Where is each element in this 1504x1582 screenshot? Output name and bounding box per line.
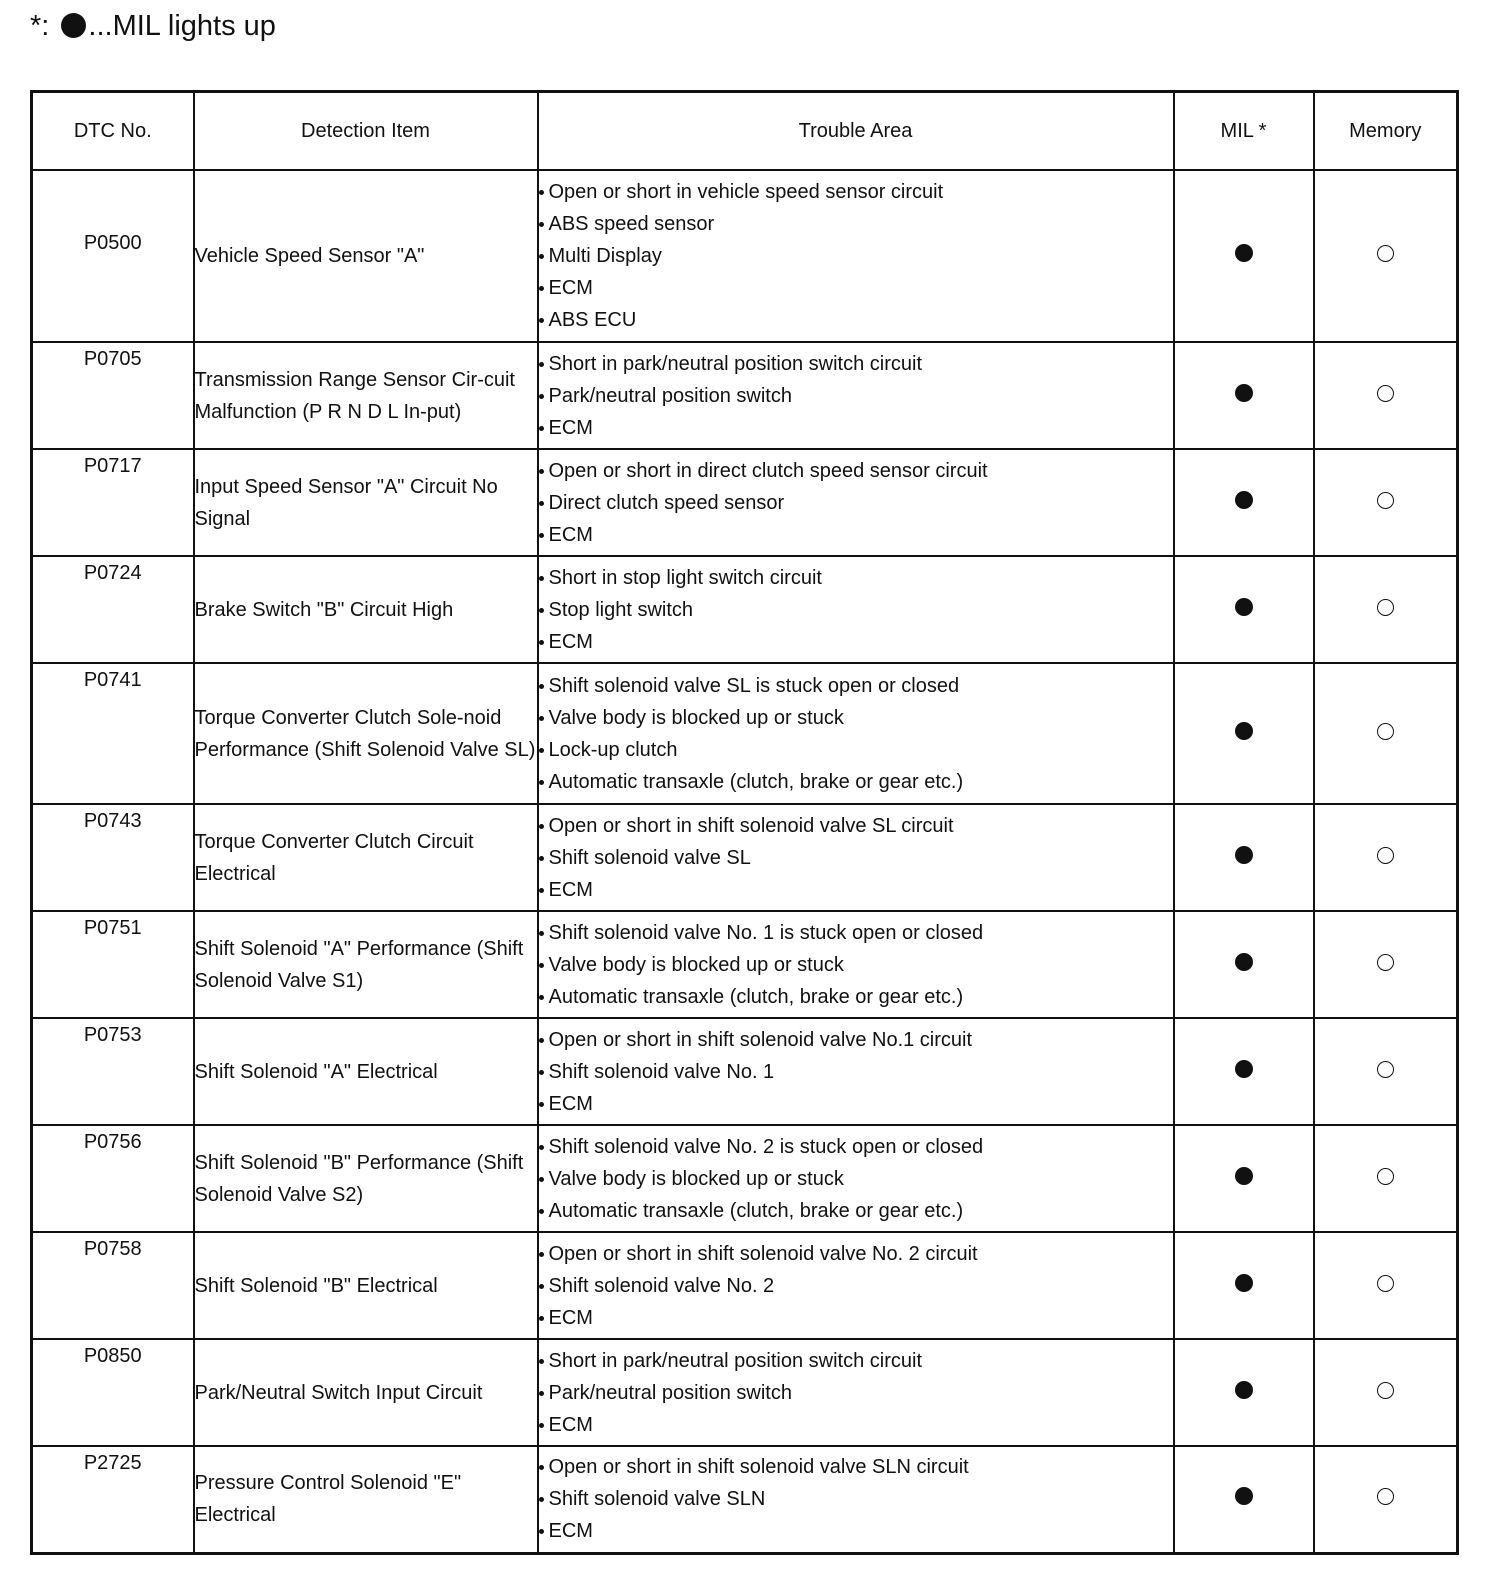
table-row — [32, 1446, 1458, 1553]
detection-item: Shift Solenoid "B" Performance (Shift Solenoid Valve S2) — [194, 1125, 538, 1232]
trouble-area-text: Shift solenoid valve No. 2 is stuck open or closed — [548, 1135, 984, 1158]
table-row — [32, 449, 1458, 556]
trouble-area-text: Shift solenoid valve No. 2 — [548, 1274, 775, 1297]
trouble-area-item — [539, 981, 1173, 1013]
open-circle-icon — [1377, 847, 1394, 864]
trouble-area-text: Automatic transaxle (clutch, brake or gear etc.) — [548, 1199, 964, 1222]
bullet-icon — [539, 1102, 544, 1107]
trouble-area-text: Short in park/neutral position switch circuit — [548, 1349, 922, 1372]
legend-text: ...MIL lights up — [88, 10, 276, 42]
trouble-area-item — [539, 1377, 1173, 1409]
trouble-area-item — [539, 455, 1173, 487]
bullet-icon — [539, 1038, 544, 1043]
legend-prefix: *: — [30, 10, 50, 42]
detection-item: Shift Solenoid "B" Electrical — [194, 1232, 538, 1339]
trouble-area-list — [539, 917, 1173, 1013]
open-circle-icon — [1377, 385, 1394, 402]
header-memory: Memory — [1314, 92, 1458, 171]
trouble-area-item — [539, 1270, 1173, 1302]
trouble-area-text: Valve body is blocked up or stuck — [548, 706, 844, 729]
bullet-icon — [539, 1359, 544, 1364]
table-row — [32, 556, 1458, 663]
filled-circle-icon — [1235, 722, 1253, 740]
trouble-area-list — [539, 810, 1173, 906]
trouble-area-text: Shift solenoid valve No. 1 is stuck open or closed — [548, 921, 984, 944]
trouble-area-item — [539, 949, 1173, 981]
mil-cell — [1174, 1125, 1314, 1232]
trouble-area-text: Park/neutral position switch — [548, 384, 792, 407]
table-row — [32, 804, 1458, 911]
trouble-area-item — [539, 810, 1173, 842]
dtc-code: P0717 — [32, 449, 194, 556]
dtc-code: P0756 — [32, 1125, 194, 1232]
trouble-area-list — [539, 455, 1173, 551]
open-circle-icon — [1377, 599, 1394, 616]
trouble-area-text: Open or short in vehicle speed sensor circuit — [548, 181, 944, 203]
trouble-area — [538, 1339, 1174, 1446]
trouble-area-item — [539, 1483, 1173, 1515]
trouble-area-item — [539, 1056, 1173, 1088]
filled-circle-icon — [61, 13, 86, 38]
trouble-area-list — [539, 348, 1173, 444]
trouble-area-item — [539, 1302, 1173, 1334]
trouble-area-list — [539, 1345, 1173, 1441]
filled-circle-icon — [1235, 953, 1253, 971]
trouble-area-text: ECM — [548, 277, 593, 299]
trouble-area-item — [539, 766, 1173, 798]
dtc-code: P0741 — [32, 663, 194, 804]
trouble-area-item — [539, 1515, 1173, 1547]
bullet-icon — [539, 931, 544, 936]
memory-cell — [1314, 1339, 1458, 1446]
trouble-area-item — [539, 412, 1173, 444]
trouble-area-text: ECM — [548, 1092, 593, 1115]
bullet-icon — [539, 1209, 544, 1214]
trouble-area-text: ECM — [548, 416, 593, 439]
detection-item: Torque Converter Clutch Sole-noid Performance (Shift Solenoid Valve SL) — [194, 663, 538, 804]
bullet-icon — [539, 362, 544, 367]
memory-cell — [1314, 663, 1458, 804]
trouble-area-item — [539, 519, 1173, 551]
trouble-area-item — [539, 208, 1173, 240]
trouble-area-text: Multi Display — [548, 245, 662, 267]
table-row — [32, 1339, 1458, 1446]
mil-cell — [1174, 1018, 1314, 1125]
dtc-table — [30, 90, 1459, 1555]
legend — [30, 8, 276, 44]
trouble-area-text: Open or short in shift solenoid valve No.1 circuit — [548, 1028, 973, 1051]
trouble-area — [538, 1018, 1174, 1125]
memory-cell — [1314, 1446, 1458, 1553]
trouble-area-item — [539, 304, 1173, 336]
mil-cell — [1174, 342, 1314, 449]
trouble-area-text: Valve body is blocked up or stuck — [548, 1167, 844, 1190]
trouble-area-text: ECM — [548, 878, 593, 901]
bullet-icon — [539, 190, 544, 195]
trouble-area-text: ECM — [548, 1306, 593, 1329]
bullet-icon — [539, 888, 544, 893]
trouble-area-item — [539, 272, 1173, 304]
memory-cell — [1314, 1125, 1458, 1232]
mil-cell — [1174, 804, 1314, 911]
trouble-area-text: Stop light switch — [548, 598, 694, 621]
header-dtc: DTC No. — [32, 92, 194, 171]
trouble-area — [538, 1446, 1174, 1553]
trouble-area-item — [539, 1195, 1173, 1227]
dtc-code: P0743 — [32, 804, 194, 911]
trouble-area-text: Shift solenoid valve SLN — [548, 1488, 766, 1511]
filled-circle-icon — [1235, 384, 1253, 402]
trouble-area-text: Open or short in shift solenoid valve SL circuit — [548, 814, 954, 837]
bullet-icon — [539, 576, 544, 581]
trouble-area-item — [539, 1238, 1173, 1270]
table-row — [32, 1125, 1458, 1232]
table-row — [32, 1232, 1458, 1339]
trouble-area — [538, 1125, 1174, 1232]
bullet-icon — [539, 222, 544, 227]
trouble-area-item — [539, 176, 1173, 208]
trouble-area — [538, 1232, 1174, 1339]
filled-circle-icon — [1235, 491, 1253, 509]
bullet-icon — [539, 286, 544, 291]
bullet-icon — [539, 780, 544, 785]
trouble-area-item — [539, 1131, 1173, 1163]
bullet-icon — [539, 1497, 544, 1502]
trouble-area-item — [539, 1163, 1173, 1195]
header-trouble: Trouble Area — [538, 92, 1174, 171]
trouble-area-list — [539, 1024, 1173, 1120]
filled-circle-icon — [1235, 1487, 1253, 1505]
header-mil: MIL * — [1174, 92, 1314, 171]
trouble-area-item — [539, 734, 1173, 766]
trouble-area-text: Shift solenoid valve SL is stuck open or closed — [548, 674, 960, 697]
trouble-area-item — [539, 1024, 1173, 1056]
bullet-icon — [539, 684, 544, 689]
trouble-area — [538, 342, 1174, 449]
bullet-icon — [539, 1529, 544, 1534]
detection-item: Pressure Control Solenoid "E" Electrical — [194, 1446, 538, 1553]
table-row — [32, 170, 1458, 342]
memory-cell — [1314, 911, 1458, 1018]
bullet-icon — [539, 1145, 544, 1150]
mil-cell — [1174, 170, 1314, 342]
trouble-area-text: Short in park/neutral position switch circuit — [548, 352, 922, 375]
trouble-area-text: ECM — [548, 1413, 593, 1436]
mil-cell — [1174, 1339, 1314, 1446]
mil-cell — [1174, 556, 1314, 663]
bullet-icon — [539, 640, 544, 645]
trouble-area-text: Open or short in direct clutch speed sensor circuit — [548, 459, 988, 482]
filled-circle-icon — [1235, 598, 1253, 616]
mil-cell — [1174, 663, 1314, 804]
trouble-area-list — [539, 562, 1173, 658]
table-row — [32, 911, 1458, 1018]
memory-cell — [1314, 556, 1458, 663]
trouble-area-item — [539, 842, 1173, 874]
memory-cell — [1314, 1018, 1458, 1125]
bullet-icon — [539, 1465, 544, 1470]
bullet-icon — [539, 394, 544, 399]
trouble-area-list — [539, 670, 1173, 798]
dtc-code: P0705 — [32, 342, 194, 449]
bullet-icon — [539, 426, 544, 431]
filled-circle-icon — [1235, 846, 1253, 864]
bullet-icon — [539, 1316, 544, 1321]
filled-circle-icon — [1235, 1381, 1253, 1399]
table-row — [32, 342, 1458, 449]
mil-cell — [1174, 911, 1314, 1018]
filled-circle-icon — [1235, 1060, 1253, 1078]
mil-cell — [1174, 1232, 1314, 1339]
dtc-code: P0850 — [32, 1339, 194, 1446]
trouble-area — [538, 170, 1174, 342]
bullet-icon — [539, 1423, 544, 1428]
bullet-icon — [539, 1177, 544, 1182]
trouble-area-item — [539, 1345, 1173, 1377]
trouble-area — [538, 804, 1174, 911]
dtc-code: P0500 — [32, 170, 194, 342]
trouble-area-item — [539, 348, 1173, 380]
bullet-icon — [539, 963, 544, 968]
bullet-icon — [539, 1284, 544, 1289]
bullet-icon — [539, 608, 544, 613]
mil-cell — [1174, 1446, 1314, 1553]
trouble-area-item — [539, 240, 1173, 272]
dtc-code: P0751 — [32, 911, 194, 1018]
bullet-icon — [539, 1391, 544, 1396]
header-detection: Detection Item — [194, 92, 538, 171]
open-circle-icon — [1377, 1275, 1394, 1292]
dtc-code: P2725 — [32, 1446, 194, 1553]
trouble-area — [538, 911, 1174, 1018]
trouble-area-text: Short in stop light switch circuit — [548, 566, 822, 589]
trouble-area-text: Shift solenoid valve No. 1 — [548, 1060, 775, 1083]
trouble-area-text: Park/neutral position switch — [548, 1381, 792, 1404]
detection-item: Transmission Range Sensor Cir-cuit Malfunction (P R N D L In-put) — [194, 342, 538, 449]
trouble-area-item — [539, 487, 1173, 519]
detection-item: Input Speed Sensor "A" Circuit No Signal — [194, 449, 538, 556]
bullet-icon — [539, 501, 544, 506]
detection-item: Torque Converter Clutch Circuit Electrical — [194, 804, 538, 911]
dtc-code: P0758 — [32, 1232, 194, 1339]
bullet-icon — [539, 469, 544, 474]
bullet-icon — [539, 856, 544, 861]
trouble-area-item — [539, 1409, 1173, 1441]
trouble-area-text: Automatic transaxle (clutch, brake or gear etc.) — [548, 770, 964, 793]
trouble-area-text: Open or short in shift solenoid valve SLN circuit — [548, 1456, 969, 1479]
open-circle-icon — [1377, 723, 1394, 740]
header-row — [32, 92, 1458, 171]
filled-circle-icon — [1235, 1167, 1253, 1185]
detection-item: Shift Solenoid "A" Performance (Shift Solenoid Valve S1) — [194, 911, 538, 1018]
trouble-area-item — [539, 626, 1173, 658]
trouble-area-item — [539, 670, 1173, 702]
detection-item: Park/Neutral Switch Input Circuit — [194, 1339, 538, 1446]
trouble-area-item — [539, 874, 1173, 906]
mil-cell — [1174, 449, 1314, 556]
filled-circle-icon — [1235, 1274, 1253, 1292]
trouble-area-item — [539, 917, 1173, 949]
bullet-icon — [539, 716, 544, 721]
dtc-code: P0724 — [32, 556, 194, 663]
trouble-area — [538, 556, 1174, 663]
bullet-icon — [539, 824, 544, 829]
bullet-icon — [539, 1252, 544, 1257]
table-body — [32, 170, 1458, 1553]
memory-cell — [1314, 1232, 1458, 1339]
open-circle-icon — [1377, 1488, 1394, 1505]
dtc-code: P0753 — [32, 1018, 194, 1125]
bullet-icon — [539, 995, 544, 1000]
detection-item: Shift Solenoid "A" Electrical — [194, 1018, 538, 1125]
trouble-area-text: ECM — [548, 1520, 593, 1543]
filled-circle-icon — [1235, 244, 1253, 262]
trouble-area-text: Automatic transaxle (clutch, brake or gear etc.) — [548, 985, 964, 1008]
trouble-area-list — [539, 1451, 1173, 1547]
trouble-area-item — [539, 1088, 1173, 1120]
bullet-icon — [539, 748, 544, 753]
trouble-area-text: Open or short in shift solenoid valve No. 2 circuit — [548, 1242, 978, 1265]
trouble-area-list — [539, 1238, 1173, 1334]
trouble-area-item — [539, 1451, 1173, 1483]
trouble-area-text: ECM — [548, 630, 593, 653]
open-circle-icon — [1377, 245, 1394, 262]
table-row — [32, 663, 1458, 804]
bullet-icon — [539, 318, 544, 323]
trouble-area-text: Valve body is blocked up or stuck — [548, 953, 844, 976]
trouble-area-item — [539, 562, 1173, 594]
trouble-area — [538, 449, 1174, 556]
trouble-area-text: Direct clutch speed sensor — [548, 491, 785, 514]
trouble-area — [538, 663, 1174, 804]
open-circle-icon — [1377, 954, 1394, 971]
memory-cell — [1314, 804, 1458, 911]
bullet-icon — [539, 254, 544, 259]
trouble-area-item — [539, 380, 1173, 412]
detection-item: Vehicle Speed Sensor "A" — [194, 170, 538, 342]
trouble-area-text: ECM — [548, 523, 593, 546]
trouble-area-item — [539, 702, 1173, 734]
trouble-area-text: Shift solenoid valve SL — [548, 846, 751, 869]
trouble-area-text: ABS speed sensor — [548, 213, 715, 235]
open-circle-icon — [1377, 1168, 1394, 1185]
trouble-area-list — [539, 1131, 1173, 1227]
table-row — [32, 1018, 1458, 1125]
bullet-icon — [539, 533, 544, 538]
open-circle-icon — [1377, 1382, 1394, 1399]
trouble-area-list — [539, 176, 1173, 336]
memory-cell — [1314, 170, 1458, 342]
bullet-icon — [539, 1070, 544, 1075]
open-circle-icon — [1377, 1061, 1394, 1078]
open-circle-icon — [1377, 492, 1394, 509]
trouble-area-text: ABS ECU — [548, 309, 637, 331]
trouble-area-text: Lock-up clutch — [548, 738, 678, 761]
memory-cell — [1314, 449, 1458, 556]
detection-item: Brake Switch "B" Circuit High — [194, 556, 538, 663]
memory-cell — [1314, 342, 1458, 449]
trouble-area-item — [539, 594, 1173, 626]
